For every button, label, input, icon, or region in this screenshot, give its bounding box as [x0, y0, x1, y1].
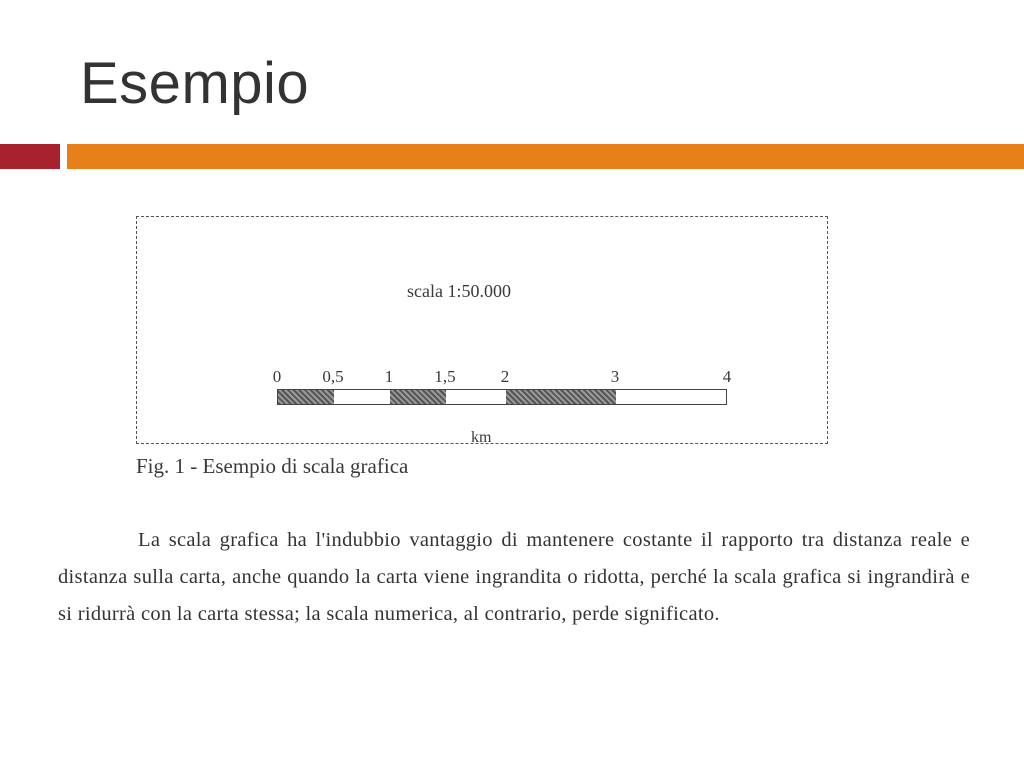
scale-segment-light: [446, 390, 506, 404]
scale-segment-dark: [506, 390, 616, 404]
scale-label: scala 1:50.000: [407, 281, 511, 301]
scanned-document-image: [50, 200, 980, 680]
figure-frame: [136, 216, 828, 444]
scale-tick-label: 2: [500, 367, 510, 386]
scale-tick-label: 4: [722, 367, 732, 386]
scale-segment-dark: [278, 390, 334, 404]
scale-tick-label: 1,5: [434, 367, 456, 386]
scale-segment-light: [616, 390, 725, 404]
slide-title: Esempio: [80, 51, 310, 116]
figure-caption: Fig. 1 - Esempio di scala grafica: [136, 454, 409, 478]
scale-segment-dark: [390, 390, 446, 404]
accent-bar-red: [0, 144, 60, 169]
scale-tick-label: 3: [610, 367, 620, 386]
graphic-scale-bar: [277, 389, 727, 405]
scale-segment-light: [334, 390, 390, 404]
scale-tick-label: 0,5: [322, 367, 344, 386]
accent-bar-orange: [67, 144, 1024, 169]
scale-tick-label: 0: [272, 367, 282, 386]
body-paragraph: La scala grafica ha l'indubbio vantaggio di mantenere costante il rapporto tra distanza reale e distanza sulla carta, anche quando la carta viene ingrandita o ridotta, perché la scala grafica si ingrandirà e si ridurrà con la carta stessa; la scala numerica, al contrario, perde significato.: [58, 529, 970, 625]
scale-unit-label: km: [471, 429, 492, 446]
scale-tick-label: 1: [384, 367, 394, 386]
